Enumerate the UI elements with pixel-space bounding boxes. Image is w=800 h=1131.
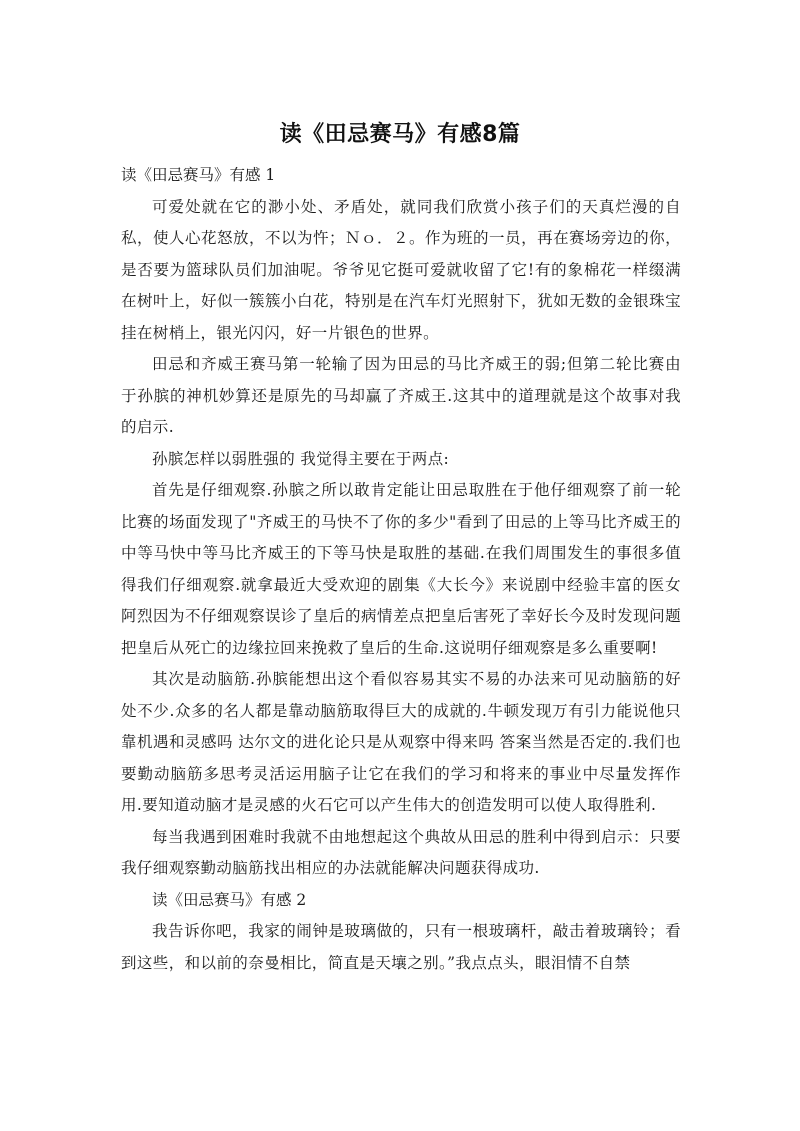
- document-title: 读《田忌赛马》有感8篇: [279, 122, 521, 147]
- paragraph: 我告诉你吧，我家的闹钟是玻璃做的，只有一根玻璃杆，敲击着玻璃铃；看到这些，和以前的奈曼相比，简直是天壤之别。”我点点头，眼泪情不自禁: [121, 922, 681, 972]
- paragraph: 其次是动脑筋.孙膑能想出这个看似容易其实不易的办法来可见动脑筋的好处不少.众多的名人都是靠动脑筋取得巨大的成就的.牛顿发现万有引力能说他只靠机遇和灵感吗 达尔文的进化论只是从观察中得来吗 答案当然是否定的.我们也要勤动脑筋多思考灵活运用脑子让它在我们的学习和将来的事业中尽量发挥作用.要知道动脑才是灵感的火石它可以产生伟大的创造发明可以使人取得胜利.: [121, 670, 681, 814]
- section-heading: 读《田忌赛马》有感 1: [121, 166, 276, 184]
- paragraph: 可爱处就在它的渺小处、矛盾处，就同我们欣赏小孩子们的天真烂漫的自私，使人心花怒放，不以为忤；Ｎｏ．２。作为班的一员，再在赛场旁边的你，是否要为篮球队员们加油呢。爷爷见它挺可爱就收留了它!有的象棉花一样缀满在树叶上，好似一簇簇小白花，特别是在汽车灯光照射下，犹如无数的金银珠宝挂在树梢上，银光闪闪，好一片银色的世界。: [121, 197, 681, 342]
- paragraph: 首先是仔细观察.孙膑之所以敢肯定能让田忌取胜在于他仔细观察了前一轮比赛的场面发现了"齐威王的马快不了你的多少"看到了田忌的上等马比齐威王的中等马快中等马比齐威王的下等马快是取胜的基础.在我们周围发生的事很多值得我们仔细观察.就拿最近大受欢迎的剧集《大长今》来说剧中经验丰富的医女阿烈因为不仔细观察误诊了皇后的病情差点把皇后害死了幸好长今及时发现问题把皇后从死亡的边缘拉回来挽救了皇后的生命.这说明仔细观察是多么重要啊!: [121, 481, 681, 657]
- paragraph: 每当我遇到困难时我就不由地想起这个典故从田忌的胜利中得到启示：只要我仔细观察勤动脑筋找出相应的办法就能解决问题获得成功.: [121, 827, 681, 877]
- section-heading: 读《田忌赛马》有感 2: [152, 890, 307, 909]
- paragraph: 孙膑怎样以弱胜强的 我觉得主要在于两点:: [152, 449, 450, 468]
- document-body: [121, 160, 681, 979]
- paragraph: 田忌和齐威王赛马第一轮输了因为田忌的马比齐威王的弱;但第二轮比赛由于孙膑的神机妙算还是原先的马却赢了齐威王.这其中的道理就是这个故事对我的启示.: [121, 355, 681, 436]
